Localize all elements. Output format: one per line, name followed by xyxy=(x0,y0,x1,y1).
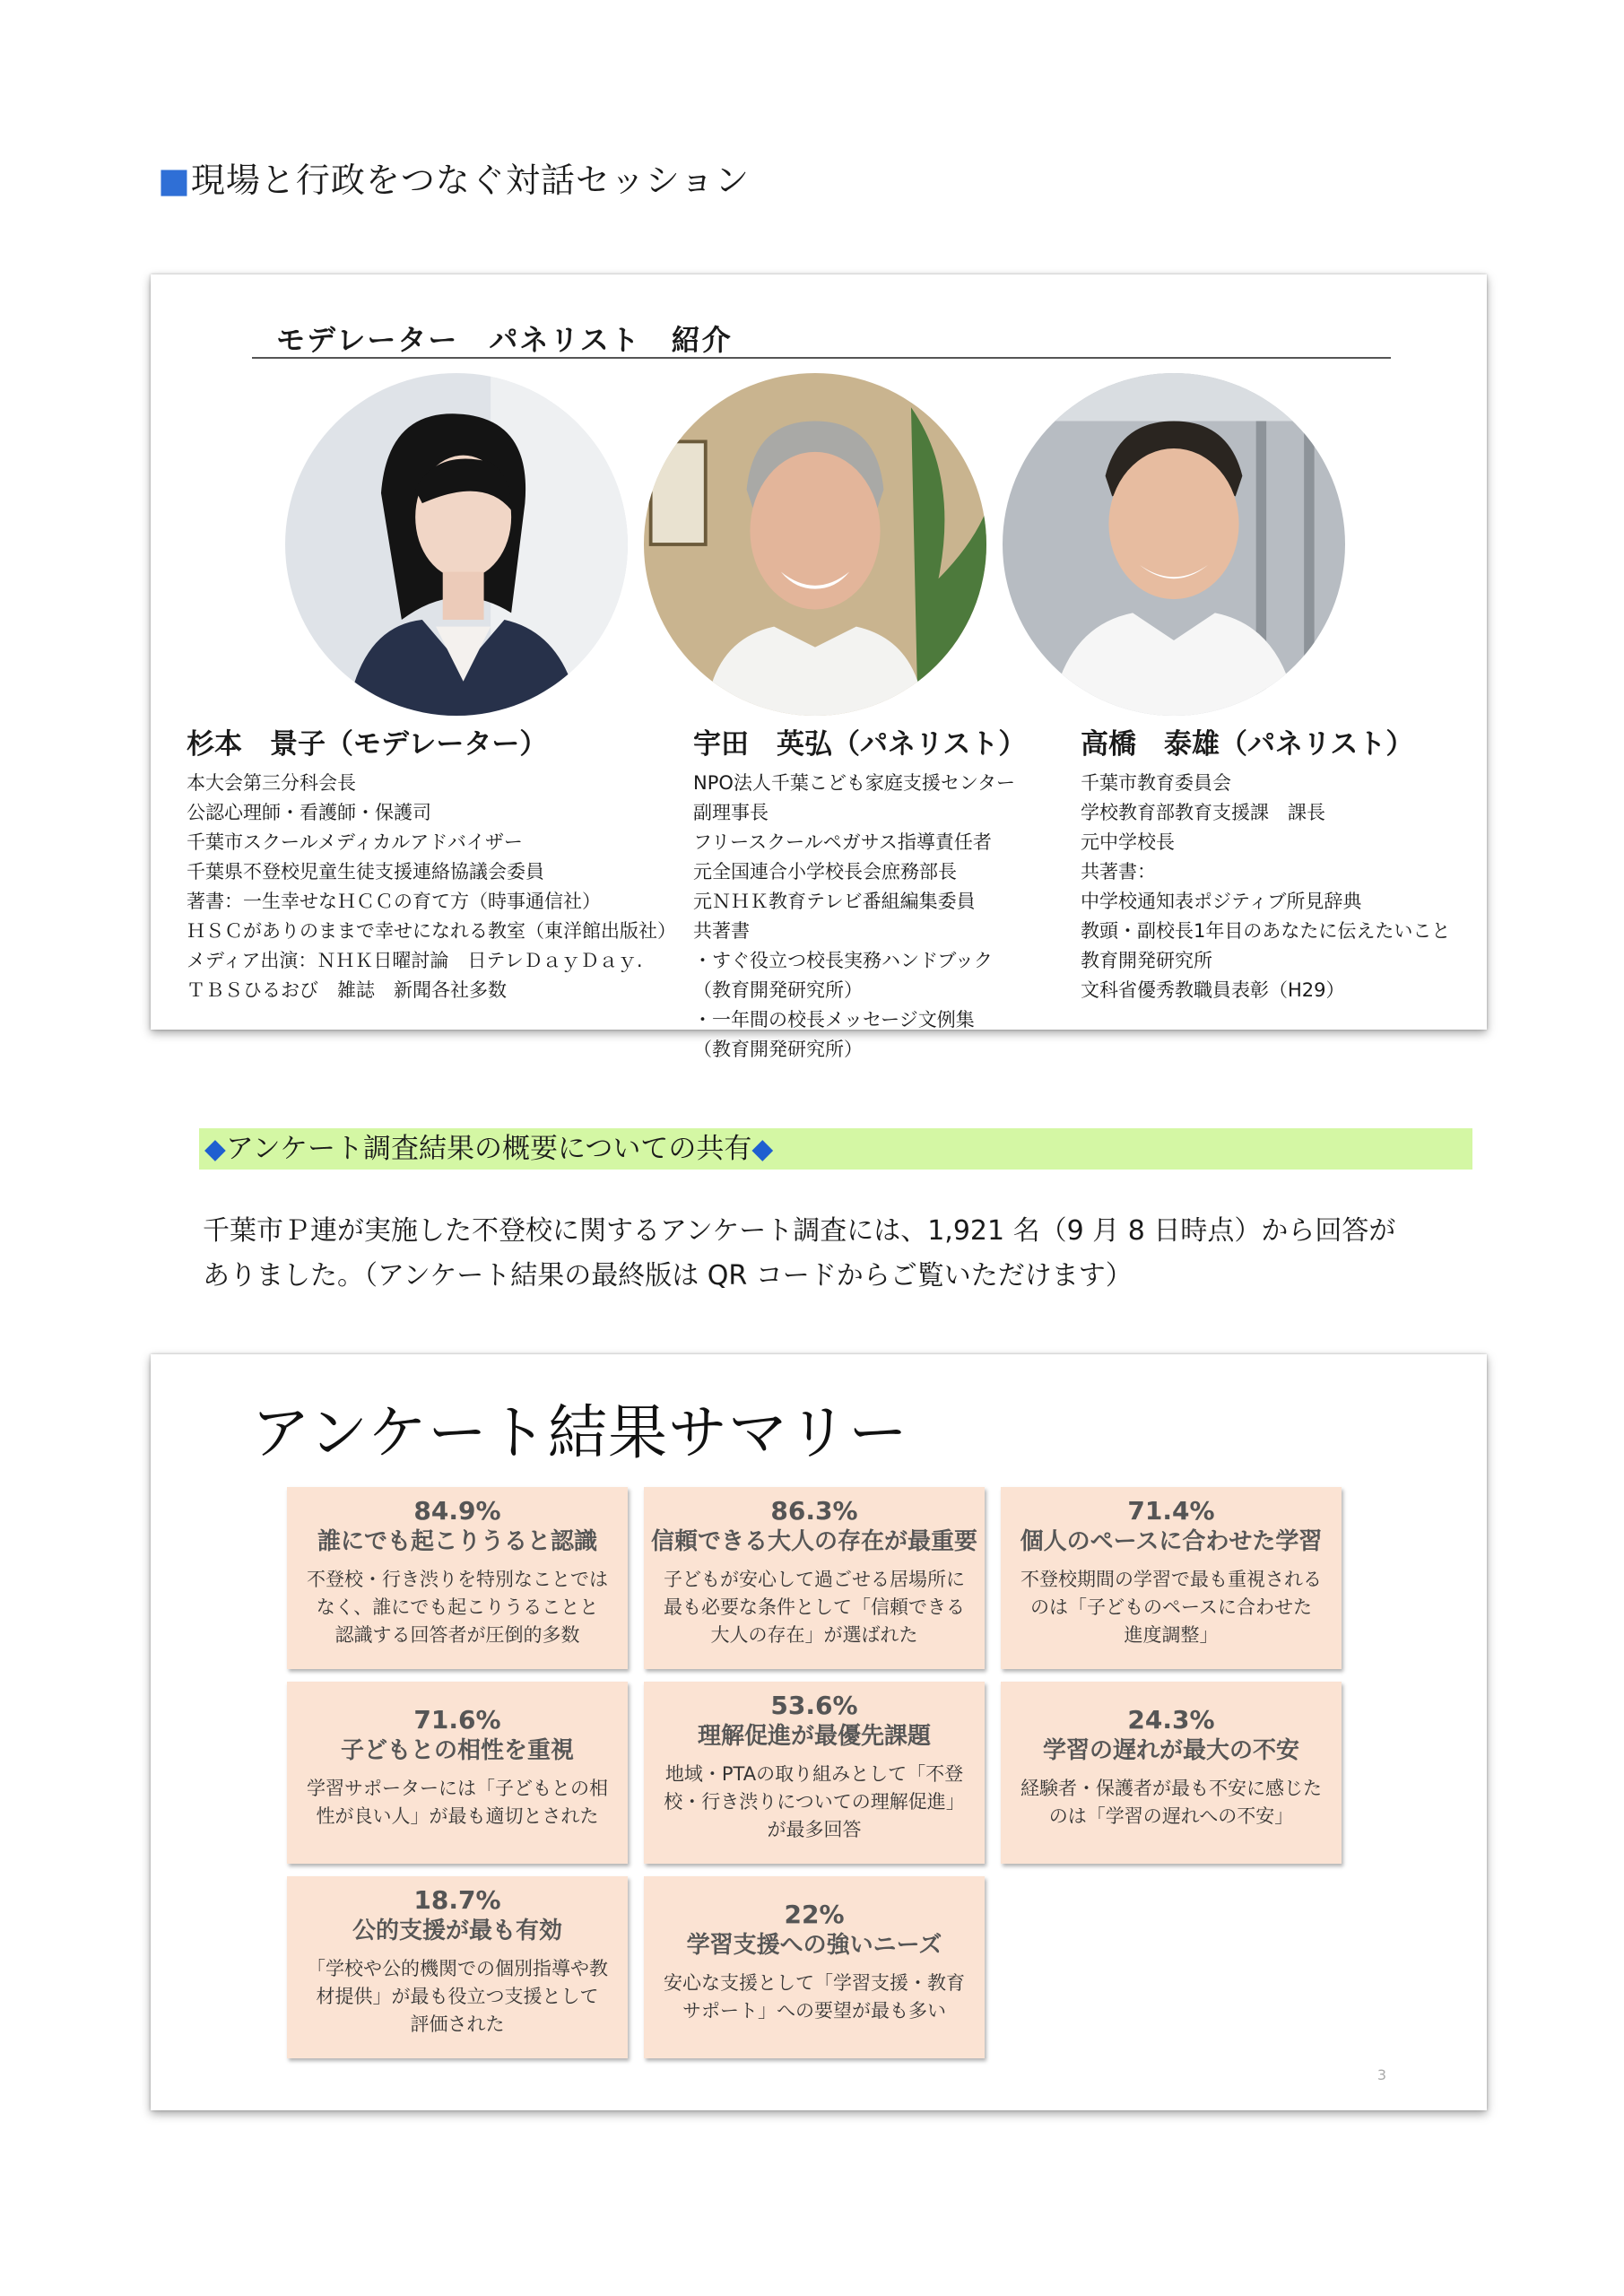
summary-card xyxy=(1001,1487,1342,1669)
profile-line: 元全国連合小学校長会庶務部長 xyxy=(693,861,957,883)
card-desc-line: 認識する回答者が圧倒的多数 xyxy=(334,1624,580,1646)
card-percentage: 22% xyxy=(784,1900,845,1929)
profile-line: 共著書： xyxy=(1081,861,1156,883)
section-heading xyxy=(158,152,750,202)
card-title: 理解促進が最優先課題 xyxy=(697,1723,931,1750)
summary-card xyxy=(287,1682,628,1864)
profile-line: 著書：一生幸せなＨＣＣの育て方（時事通信社） xyxy=(187,891,601,912)
profile-line: 教頭・副校長1年目のあなたに伝えたいこと xyxy=(1081,920,1451,942)
summary-card xyxy=(644,1682,985,1864)
profile-line: ・すぐ役立つ校長実務ハンドブック xyxy=(693,950,993,971)
card-desc-line: 子どもが安心して過ごせる居場所に xyxy=(664,1569,965,1590)
card-desc-line: 性が良い人」が最も適切とされた xyxy=(316,1805,599,1827)
survey-paragraph xyxy=(203,1209,1476,1299)
profile-line: （教育開発研究所） xyxy=(693,979,863,1001)
profile-line: 学校教育部教育支援課 課長 xyxy=(1081,802,1325,823)
paragraph-line: ありました。（アンケート結果の最終版は QR コードからご覧いただけます） xyxy=(203,1260,1133,1292)
card-desc-line: 経験者・保護者が最も不安に感じた xyxy=(1020,1778,1322,1799)
summary-card xyxy=(1001,1682,1342,1864)
profile-line: メディア出演：ＮＨＫ日曜討論 日テレＤａｙＤａｙ. xyxy=(187,950,643,971)
card-desc-line: が最多回答 xyxy=(767,1819,862,1840)
moderator-photo xyxy=(285,373,628,716)
card-percentage: 71.4% xyxy=(1127,1496,1215,1526)
diamond-icon: ◆ xyxy=(204,1133,226,1165)
card-percentage: 18.7% xyxy=(413,1885,501,1915)
card-desc-line: 「学校や公的機関での個別指導や教 xyxy=(307,1958,608,1979)
square-marker-icon: ■ xyxy=(158,161,191,200)
summary-slide-title: アンケート結果サマリー xyxy=(251,1398,909,1467)
summary-card xyxy=(287,1876,628,2058)
survey-banner-text: アンケート調査結果の概要についての共有 xyxy=(225,1133,752,1165)
profile-line: 公認心理師・看護師・保護司 xyxy=(187,802,431,823)
profile-line: 元ＮＨＫ教育テレビ番組編集委員 xyxy=(693,891,976,912)
card-desc-line: のは「子どものペースに合わせた xyxy=(1030,1596,1312,1618)
panelist-uda-profile xyxy=(693,721,1026,1065)
profile-line: （教育開発研究所） xyxy=(693,1039,863,1060)
profile-line: ＴＢＳひるおび 雑誌 新聞各社多数 xyxy=(187,979,507,1001)
person-name: 高橋 泰雄（パネリスト） xyxy=(1081,728,1414,761)
card-desc-line: 材提供」が最も役立つ支援として xyxy=(316,1986,599,2007)
moderator-profile xyxy=(187,721,676,1005)
card-title: 子どもとの相性を重視 xyxy=(340,1737,574,1764)
intro-slide-title: モデレーター パネリスト 紹介 xyxy=(276,323,733,357)
diamond-icon: ◆ xyxy=(751,1133,774,1165)
summary-card xyxy=(644,1876,985,2058)
card-percentage: 84.9% xyxy=(413,1496,501,1526)
panelist-takahashi-photo xyxy=(1003,373,1345,716)
card-percentage: 71.6% xyxy=(413,1705,501,1735)
card-desc-line: 不登校期間の学習で最も重視される xyxy=(1020,1569,1322,1590)
profile-line: 千葉市スクールメディカルアドバイザー xyxy=(187,831,523,853)
profile-line: 本大会第三分科会長 xyxy=(187,772,356,794)
card-percentage: 53.6% xyxy=(770,1691,858,1720)
page-number: 3 xyxy=(1376,2066,1386,2083)
person-name: 杉本 景子（モデレーター） xyxy=(187,728,548,761)
card-desc-line: 進度調整」 xyxy=(1124,1624,1219,1646)
survey-summary-slide xyxy=(151,1354,1487,2110)
person-name: 宇田 英弘（パネリスト） xyxy=(693,728,1027,761)
profile-line: 共著書 xyxy=(693,920,750,942)
profile-line: 元中学校長 xyxy=(1081,831,1175,853)
card-title: 学習支援への強いニーズ xyxy=(686,1932,942,1959)
card-desc-line: 安心な支援として「学習支援・教育 xyxy=(664,1972,965,1994)
card-desc-line: なく、誰にでも起こりうることと xyxy=(316,1596,599,1618)
profile-line: 中学校通知表ポジティブ所見辞典 xyxy=(1081,891,1362,912)
panelist-takahashi-profile xyxy=(1081,721,1450,1005)
card-title: 誰にでも起こりうると認識 xyxy=(317,1528,597,1555)
card-title: 学習の遅れが最大の不安 xyxy=(1042,1737,1299,1764)
card-desc-line: 学習サポーターには「子どもとの相 xyxy=(307,1778,608,1799)
profile-line: 千葉市教育委員会 xyxy=(1081,772,1231,794)
section-heading-text: 現場と行政をつなぐ対話セッション xyxy=(190,161,751,200)
summary-card xyxy=(644,1487,985,1669)
survey-banner xyxy=(199,1128,1472,1170)
card-desc-line: 校・行き渋りについての理解促進」 xyxy=(664,1791,965,1813)
summary-card xyxy=(287,1487,628,1669)
paragraph-line: 千葉市Ｐ連が実施した不登校に関するアンケート調査には、1,921 名（9 月 8 日時点）から回答が xyxy=(203,1215,1396,1247)
card-title: 個人のペースに合わせた学習 xyxy=(1020,1528,1323,1555)
profile-line: 千葉県不登校児童生徒支援連絡協議会委員 xyxy=(187,861,544,883)
profile-line: 文科省優秀教職員表彰（H29） xyxy=(1081,979,1345,1001)
card-desc-line: 大人の存在」が選ばれた xyxy=(710,1624,918,1646)
profile-line: 副理事長 xyxy=(693,802,769,823)
card-desc-line: のは「学習の遅れへの不安」 xyxy=(1048,1805,1294,1827)
card-desc-line: サポート」への要望が最も多い xyxy=(682,2000,946,2022)
profile-line: NPO法人千葉こども家庭支援センター xyxy=(693,772,1016,794)
card-title: 信頼できる大人の存在が最重要 xyxy=(650,1528,977,1555)
card-percentage: 86.3% xyxy=(770,1496,858,1526)
title-divider xyxy=(252,357,1391,359)
card-desc-line: 不登校・行き渋りを特別なことでは xyxy=(307,1569,608,1590)
card-desc-line: 評価された xyxy=(410,2013,505,2035)
profile-line: ＨＳＣがありのままで幸せになれる教室（東洋館出版社） xyxy=(187,920,676,942)
panelist-intro-slide xyxy=(151,274,1487,1060)
panelist-uda-photo xyxy=(644,373,986,716)
profile-line: ・一年間の校長メッセージ文例集 xyxy=(693,1009,975,1031)
card-desc-line: 最も必要な条件として「信頼できる xyxy=(664,1596,965,1618)
card-percentage: 24.3% xyxy=(1127,1705,1215,1735)
profile-line: 教育開発研究所 xyxy=(1081,950,1212,971)
card-desc-line: 地域・PTAの取り組みとして「不登 xyxy=(664,1763,964,1785)
profile-line: フリースクールペガサス指導責任者 xyxy=(693,831,992,853)
card-title: 公的支援が最も有効 xyxy=(352,1918,562,1944)
